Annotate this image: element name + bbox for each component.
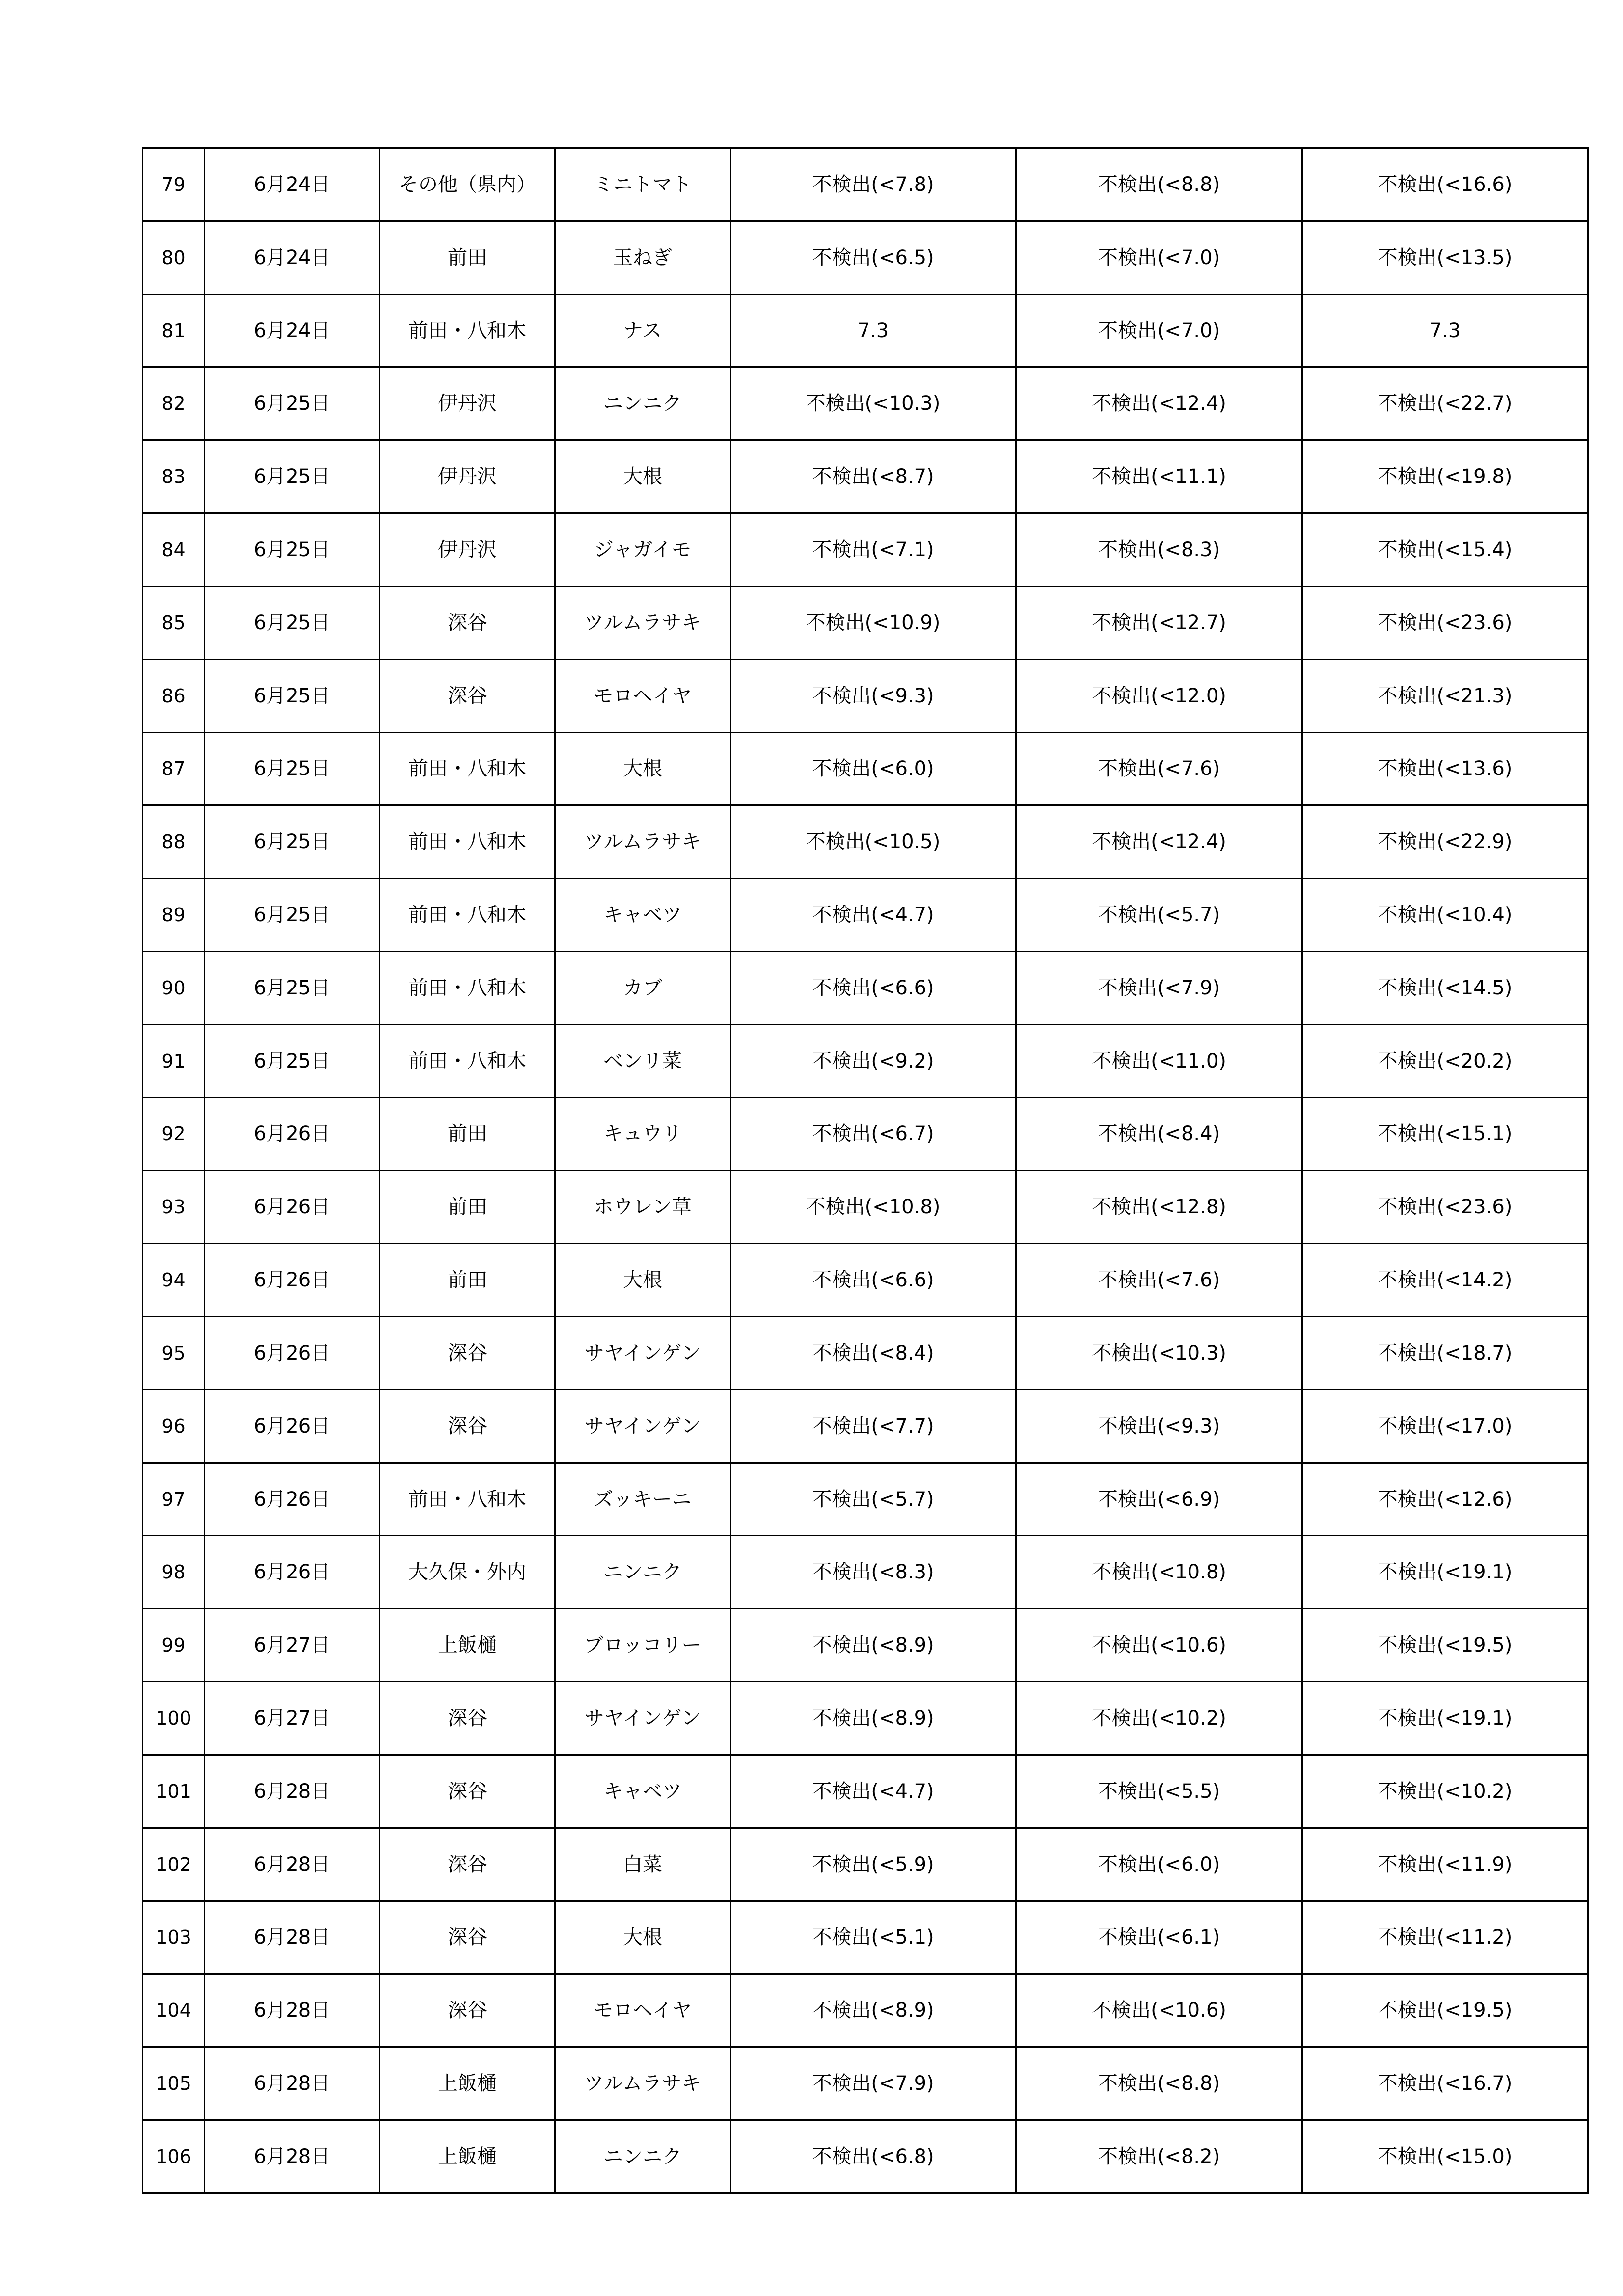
cell-result-2: 不検出(<8.3)	[1016, 513, 1302, 587]
cell-date: 6月25日	[205, 513, 380, 587]
cell-date: 6月28日	[205, 2120, 380, 2193]
cell-result-2: 不検出(<7.6)	[1016, 732, 1302, 805]
cell-result-2: 不検出(<8.8)	[1016, 148, 1302, 221]
cell-result-2: 不検出(<6.1)	[1016, 1901, 1302, 1974]
cell-result-2: 不検出(<12.8)	[1016, 1171, 1302, 1244]
cell-item: ブロッコリー	[555, 1609, 730, 1682]
table-row	[143, 1901, 1588, 1974]
cell-result-3: 不検出(<13.5)	[1302, 221, 1588, 294]
cell-result-1: 不検出(<8.4)	[730, 1317, 1016, 1390]
cell-result-1: 不検出(<6.6)	[730, 1244, 1016, 1317]
cell-result-3: 不検出(<18.7)	[1302, 1317, 1588, 1390]
cell-result-1: 不検出(<7.1)	[730, 513, 1016, 587]
cell-area: 深谷	[380, 586, 555, 659]
cell-date: 6月24日	[205, 221, 380, 294]
cell-date: 6月28日	[205, 2047, 380, 2120]
cell-result-3: 不検出(<11.9)	[1302, 1828, 1588, 1901]
cell-sample-number: 94	[143, 1244, 205, 1317]
cell-sample-number: 95	[143, 1317, 205, 1390]
cell-item: 大根	[555, 732, 730, 805]
cell-item: ツルムラサキ	[555, 2047, 730, 2120]
cell-result-3: 不検出(<14.2)	[1302, 1244, 1588, 1317]
cell-item: モロヘイヤ	[555, 1974, 730, 2047]
cell-area: 深谷	[380, 1828, 555, 1901]
cell-sample-number: 106	[143, 2120, 205, 2193]
cell-item: キュウリ	[555, 1097, 730, 1171]
cell-date: 6月25日	[205, 659, 380, 732]
cell-sample-number: 93	[143, 1171, 205, 1244]
cell-area: 上飯樋	[380, 2047, 555, 2120]
cell-result-3: 不検出(<22.9)	[1302, 805, 1588, 879]
cell-result-1: 不検出(<10.8)	[730, 1171, 1016, 1244]
cell-item: ミニトマト	[555, 148, 730, 221]
cell-area: 前田・八和木	[380, 1024, 555, 1097]
cell-sample-number: 84	[143, 513, 205, 587]
cell-date: 6月28日	[205, 1974, 380, 2047]
cell-result-2: 不検出(<9.3)	[1016, 1389, 1302, 1463]
cell-sample-number: 97	[143, 1463, 205, 1536]
cell-result-3: 不検出(<20.2)	[1302, 1024, 1588, 1097]
cell-item: ホウレン草	[555, 1171, 730, 1244]
cell-sample-number: 80	[143, 221, 205, 294]
cell-result-2: 不検出(<8.4)	[1016, 1097, 1302, 1171]
cell-area: その他（県内）	[380, 148, 555, 221]
cell-item: ジャガイモ	[555, 513, 730, 587]
cell-result-1: 不検出(<5.1)	[730, 1901, 1016, 1974]
cell-date: 6月25日	[205, 805, 380, 879]
cell-date: 6月25日	[205, 951, 380, 1024]
cell-result-3: 不検出(<15.1)	[1302, 1097, 1588, 1171]
cell-result-1: 不検出(<5.7)	[730, 1463, 1016, 1536]
cell-result-2: 不検出(<6.9)	[1016, 1463, 1302, 1536]
table-row	[143, 1244, 1588, 1317]
cell-sample-number: 99	[143, 1609, 205, 1682]
cell-date: 6月24日	[205, 294, 380, 367]
cell-result-2: 不検出(<8.2)	[1016, 2120, 1302, 2193]
cell-sample-number: 89	[143, 879, 205, 952]
cell-result-3: 不検出(<19.5)	[1302, 1609, 1588, 1682]
cell-result-3: 不検出(<19.1)	[1302, 1682, 1588, 1755]
cell-item: ツルムラサキ	[555, 805, 730, 879]
cell-result-1: 不検出(<6.5)	[730, 221, 1016, 294]
cell-result-1: 不検出(<6.8)	[730, 2120, 1016, 2193]
cell-result-1: 不検出(<7.7)	[730, 1389, 1016, 1463]
cell-result-1: 不検出(<4.7)	[730, 879, 1016, 952]
cell-result-3: 不検出(<10.4)	[1302, 879, 1588, 952]
cell-item: サヤインゲン	[555, 1389, 730, 1463]
cell-result-1: 不検出(<10.9)	[730, 586, 1016, 659]
table-row	[143, 148, 1588, 221]
cell-date: 6月27日	[205, 1682, 380, 1755]
cell-item: 白菜	[555, 1828, 730, 1901]
cell-result-3: 不検出(<14.5)	[1302, 951, 1588, 1024]
cell-result-2: 不検出(<7.0)	[1016, 221, 1302, 294]
cell-area: 前田・八和木	[380, 805, 555, 879]
table-row	[143, 1755, 1588, 1828]
cell-item: カブ	[555, 951, 730, 1024]
table-row	[143, 440, 1588, 513]
cell-result-2: 不検出(<5.7)	[1016, 879, 1302, 952]
cell-result-3: 不検出(<16.6)	[1302, 148, 1588, 221]
cell-area: 深谷	[380, 659, 555, 732]
cell-result-1: 不検出(<7.9)	[730, 2047, 1016, 2120]
cell-area: 深谷	[380, 1389, 555, 1463]
table-row	[143, 1609, 1588, 1682]
cell-date: 6月26日	[205, 1389, 380, 1463]
cell-result-3: 不検出(<15.4)	[1302, 513, 1588, 587]
cell-result-1: 不検出(<10.5)	[730, 805, 1016, 879]
cell-area: 伊丹沢	[380, 440, 555, 513]
cell-sample-number: 102	[143, 1828, 205, 1901]
cell-date: 6月28日	[205, 1755, 380, 1828]
cell-date: 6月28日	[205, 1901, 380, 1974]
cell-result-3: 不検出(<22.7)	[1302, 367, 1588, 440]
cell-result-3: 不検出(<23.6)	[1302, 1171, 1588, 1244]
cell-item: ベンリ菜	[555, 1024, 730, 1097]
cell-date: 6月25日	[205, 732, 380, 805]
cell-area: 前田・八和木	[380, 294, 555, 367]
cell-area: 前田・八和木	[380, 951, 555, 1024]
table-row	[143, 1024, 1588, 1097]
cell-result-1: 不検出(<8.9)	[730, 1609, 1016, 1682]
cell-result-2: 不検出(<12.4)	[1016, 367, 1302, 440]
cell-result-3: 不検出(<23.6)	[1302, 586, 1588, 659]
cell-item: ナス	[555, 294, 730, 367]
table-row	[143, 1536, 1588, 1609]
cell-sample-number: 92	[143, 1097, 205, 1171]
cell-result-3: 不検出(<19.5)	[1302, 1974, 1588, 2047]
cell-area: 上飯樋	[380, 1609, 555, 1682]
cell-item: サヤインゲン	[555, 1317, 730, 1390]
cell-date: 6月27日	[205, 1609, 380, 1682]
cell-result-3: 不検出(<19.1)	[1302, 1536, 1588, 1609]
cell-sample-number: 85	[143, 586, 205, 659]
cell-date: 6月26日	[205, 1317, 380, 1390]
cell-item: キャベツ	[555, 879, 730, 952]
cell-result-2: 不検出(<10.6)	[1016, 1609, 1302, 1682]
cell-area: 深谷	[380, 1901, 555, 1974]
cell-result-3: 不検出(<21.3)	[1302, 659, 1588, 732]
cell-result-2: 不検出(<11.1)	[1016, 440, 1302, 513]
cell-area: 深谷	[380, 1755, 555, 1828]
table-row	[143, 1171, 1588, 1244]
cell-result-1: 不検出(<9.3)	[730, 659, 1016, 732]
cell-result-2: 不検出(<10.6)	[1016, 1974, 1302, 2047]
table-row	[143, 586, 1588, 659]
cell-result-1: 不検出(<10.3)	[730, 367, 1016, 440]
cell-result-3: 不検出(<16.7)	[1302, 2047, 1588, 2120]
cell-sample-number: 86	[143, 659, 205, 732]
cell-area: 前田	[380, 1244, 555, 1317]
cell-item: 大根	[555, 1901, 730, 1974]
cell-result-2: 不検出(<5.5)	[1016, 1755, 1302, 1828]
cell-item: サヤインゲン	[555, 1682, 730, 1755]
cell-result-1: 不検出(<5.9)	[730, 1828, 1016, 1901]
cell-item: モロヘイヤ	[555, 659, 730, 732]
cell-item: ズッキーニ	[555, 1463, 730, 1536]
cell-result-3: 不検出(<19.8)	[1302, 440, 1588, 513]
cell-result-3: 不検出(<13.6)	[1302, 732, 1588, 805]
cell-sample-number: 91	[143, 1024, 205, 1097]
cell-result-2: 不検出(<12.0)	[1016, 659, 1302, 732]
cell-result-1: 不検出(<6.6)	[730, 951, 1016, 1024]
cell-sample-number: 100	[143, 1682, 205, 1755]
cell-sample-number: 103	[143, 1901, 205, 1974]
cell-area: 伊丹沢	[380, 367, 555, 440]
cell-area: 大久保・外内	[380, 1536, 555, 1609]
table-row	[143, 2120, 1588, 2193]
cell-area: 前田・八和木	[380, 879, 555, 952]
table-row	[143, 1389, 1588, 1463]
cell-result-1: 不検出(<6.7)	[730, 1097, 1016, 1171]
cell-date: 6月28日	[205, 1828, 380, 1901]
cell-result-3: 不検出(<15.0)	[1302, 2120, 1588, 2193]
cell-result-2: 不検出(<12.7)	[1016, 586, 1302, 659]
cell-date: 6月25日	[205, 1024, 380, 1097]
table-row	[143, 732, 1588, 805]
cell-sample-number: 90	[143, 951, 205, 1024]
cell-result-1: 不検出(<8.3)	[730, 1536, 1016, 1609]
cell-result-2: 不検出(<11.0)	[1016, 1024, 1302, 1097]
table-row	[143, 221, 1588, 294]
cell-date: 6月26日	[205, 1171, 380, 1244]
cell-item: ツルムラサキ	[555, 586, 730, 659]
cell-result-2: 不検出(<7.0)	[1016, 294, 1302, 367]
cell-date: 6月25日	[205, 879, 380, 952]
table-body	[143, 148, 1588, 2193]
cell-result-3: 7.3	[1302, 294, 1588, 367]
cell-result-2: 不検出(<7.9)	[1016, 951, 1302, 1024]
cell-sample-number: 104	[143, 1974, 205, 2047]
cell-result-3: 不検出(<17.0)	[1302, 1389, 1588, 1463]
table-row	[143, 951, 1588, 1024]
cell-date: 6月26日	[205, 1097, 380, 1171]
cell-sample-number: 98	[143, 1536, 205, 1609]
cell-item: ニンニク	[555, 1536, 730, 1609]
cell-sample-number: 83	[143, 440, 205, 513]
table-row	[143, 367, 1588, 440]
cell-area: 伊丹沢	[380, 513, 555, 587]
cell-result-3: 不検出(<10.2)	[1302, 1755, 1588, 1828]
cell-sample-number: 96	[143, 1389, 205, 1463]
cell-item: ニンニク	[555, 2120, 730, 2193]
cell-area: 前田	[380, 1097, 555, 1171]
cell-sample-number: 79	[143, 148, 205, 221]
table-row	[143, 1828, 1588, 1901]
cell-item: 玉ねぎ	[555, 221, 730, 294]
cell-sample-number: 87	[143, 732, 205, 805]
table-row	[143, 1317, 1588, 1390]
table-row	[143, 2047, 1588, 2120]
cell-result-3: 不検出(<12.6)	[1302, 1463, 1588, 1536]
cell-date: 6月24日	[205, 148, 380, 221]
cell-result-2: 不検出(<10.2)	[1016, 1682, 1302, 1755]
table-row	[143, 1682, 1588, 1755]
cell-result-1: 不検出(<4.7)	[730, 1755, 1016, 1828]
cell-sample-number: 82	[143, 367, 205, 440]
cell-area: 前田・八和木	[380, 1463, 555, 1536]
cell-sample-number: 81	[143, 294, 205, 367]
table-row	[143, 879, 1588, 952]
cell-result-3: 不検出(<11.2)	[1302, 1901, 1588, 1974]
table-row	[143, 513, 1588, 587]
cell-result-2: 不検出(<7.6)	[1016, 1244, 1302, 1317]
cell-item: 大根	[555, 440, 730, 513]
cell-result-2: 不検出(<10.3)	[1016, 1317, 1302, 1390]
cell-date: 6月26日	[205, 1244, 380, 1317]
cell-area: 前田	[380, 221, 555, 294]
cell-area: 深谷	[380, 1317, 555, 1390]
cell-result-1: 不検出(<9.2)	[730, 1024, 1016, 1097]
cell-area: 前田・八和木	[380, 732, 555, 805]
cell-result-2: 不検出(<12.4)	[1016, 805, 1302, 879]
cell-result-1: 7.3	[730, 294, 1016, 367]
cell-result-2: 不検出(<6.0)	[1016, 1828, 1302, 1901]
cell-sample-number: 101	[143, 1755, 205, 1828]
cell-item: 大根	[555, 1244, 730, 1317]
cell-area: 上飯樋	[380, 2120, 555, 2193]
cell-date: 6月25日	[205, 586, 380, 659]
table-row	[143, 1097, 1588, 1171]
cell-date: 6月25日	[205, 367, 380, 440]
cell-date: 6月26日	[205, 1536, 380, 1609]
table-row	[143, 659, 1588, 732]
cell-result-1: 不検出(<8.9)	[730, 1682, 1016, 1755]
results-table	[142, 147, 1589, 2194]
table-row	[143, 1974, 1588, 2047]
cell-result-1: 不検出(<8.9)	[730, 1974, 1016, 2047]
cell-area: 深谷	[380, 1974, 555, 2047]
cell-area: 前田	[380, 1171, 555, 1244]
cell-item: キャベツ	[555, 1755, 730, 1828]
cell-date: 6月26日	[205, 1463, 380, 1536]
cell-item: ニンニク	[555, 367, 730, 440]
cell-result-2: 不検出(<10.8)	[1016, 1536, 1302, 1609]
cell-result-1: 不検出(<6.0)	[730, 732, 1016, 805]
cell-result-1: 不検出(<7.8)	[730, 148, 1016, 221]
table-row	[143, 294, 1588, 367]
table-row	[143, 805, 1588, 879]
cell-sample-number: 105	[143, 2047, 205, 2120]
cell-sample-number: 88	[143, 805, 205, 879]
cell-result-2: 不検出(<8.8)	[1016, 2047, 1302, 2120]
cell-result-1: 不検出(<8.7)	[730, 440, 1016, 513]
table-row	[143, 1463, 1588, 1536]
cell-area: 深谷	[380, 1682, 555, 1755]
cell-date: 6月25日	[205, 440, 380, 513]
